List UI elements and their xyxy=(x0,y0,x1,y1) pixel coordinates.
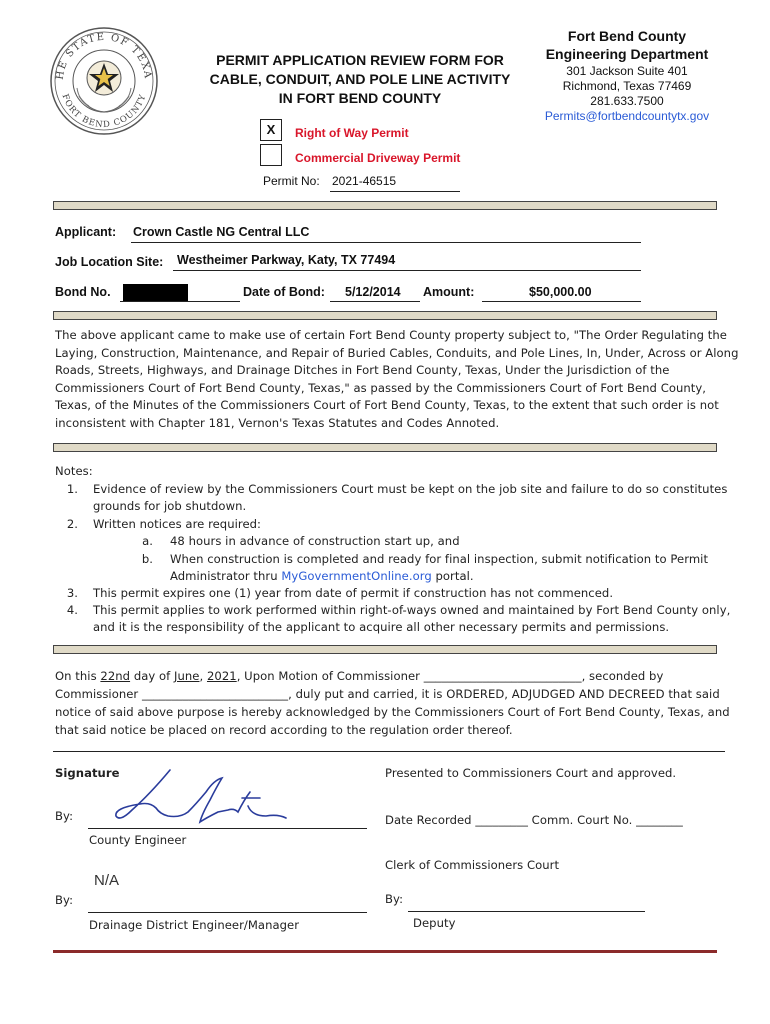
job-location-underline xyxy=(173,270,641,271)
order-line-4: that said notice be placed on record according to the regulation order thereof. xyxy=(55,723,513,737)
commercial-driveway-label: Commercial Driveway Permit xyxy=(295,151,461,165)
note-2a-letter: a. xyxy=(142,534,153,548)
applicant-value: Crown Castle NG Central LLC xyxy=(133,225,310,239)
regulation-paragraph xyxy=(55,327,738,432)
applicant-label: Applicant: xyxy=(55,225,117,239)
drainage-signature-line xyxy=(88,912,367,913)
deputy-label: Deputy xyxy=(413,916,456,930)
address-line-2: Richmond, Texas 77469 xyxy=(562,79,692,93)
paragraph-line: Commissioners Court of Fort Bend County, Texas," as passed by the Commissioners Court of Fort Bend County, xyxy=(55,380,707,395)
order-text: , xyxy=(199,669,207,683)
note-2b-line-1: When construction is completed and ready for final inspection, submit notification to Permit xyxy=(170,552,709,566)
bond-no-underline xyxy=(120,301,240,302)
paragraph-line: Roads, Streets, Highways, and Drainage Ditches in Fort Bend County, Texas, Under the Jurisdiction of the xyxy=(55,363,670,377)
applicant-underline xyxy=(131,242,641,243)
order-day: 22nd xyxy=(100,669,131,683)
right-of-way-label: Right of Way Permit xyxy=(295,126,409,140)
department-address-block xyxy=(532,27,722,124)
date-recorded-text: Date Recorded _________ Comm. Court No. ________ xyxy=(385,813,683,827)
notes-heading: Notes: xyxy=(55,464,93,478)
note-1-line-1: Evidence of review by the Commissioners Court must be kept on the job site and failure to do so constitutes xyxy=(93,482,728,496)
signature-section-rule xyxy=(53,751,725,752)
order-month: June xyxy=(174,669,200,683)
na-text: N/A xyxy=(94,872,120,889)
deputy-signature-line xyxy=(408,911,645,912)
email-link[interactable]: Permits@fortbendcountytx.gov xyxy=(544,109,710,123)
presented-text: Presented to Commissioners Court and approved. xyxy=(385,766,677,780)
org-department: Engineering Department xyxy=(545,46,709,62)
section-divider-3 xyxy=(53,443,717,452)
footer-bar xyxy=(53,950,717,953)
by-label-2: By: xyxy=(55,893,74,907)
job-location-label: Job Location Site: xyxy=(55,255,164,269)
signature-heading: Signature xyxy=(55,766,120,780)
clerk-text: Clerk of Commissioners Court xyxy=(385,858,560,872)
amount-underline xyxy=(482,301,641,302)
note-2b-suffix: portal. xyxy=(431,569,474,583)
paragraph-line: Texas, of the Minutes of the Commissioners Court of Fort Bend County, Texas, to the extent that such order is not xyxy=(55,398,719,412)
paragraph-line: Laying, Construction, Maintenance, and Repair of Buried Cables, Conduits, and Pole Lines, In, Under, Across or Along xyxy=(55,345,739,360)
note-2b-letter: b. xyxy=(141,552,153,566)
title-line-2: CABLE, CONDUIT, AND POLE LINE ACTIVITY xyxy=(209,71,511,87)
by-label-1: By: xyxy=(55,809,74,823)
phone: 281.633.7500 xyxy=(590,94,664,108)
note-2-line-1: Written notices are required: xyxy=(93,517,261,531)
commercial-driveway-checkbox[interactable] xyxy=(260,144,282,166)
permit-no-underline xyxy=(330,191,460,192)
order-line-1 xyxy=(55,667,730,685)
date-of-bond-value: 5/12/2014 xyxy=(345,285,401,299)
note-2b-prefix: Administrator thru xyxy=(170,569,282,583)
seal-text-bottom: FORT BEND COUNTY xyxy=(59,92,149,131)
address-line-1: 301 Jackson Suite 401 xyxy=(566,64,688,78)
order-text: day of xyxy=(130,669,175,683)
by-label-3: By: xyxy=(385,892,404,906)
amount-value: $50,000.00 xyxy=(529,285,592,299)
bond-no-redaction xyxy=(123,284,188,301)
order-paragraph xyxy=(55,667,730,739)
drainage-label: Drainage District Engineer/Manager xyxy=(89,918,300,932)
paragraph-line: The above applicant came to make use of certain Fort Bend County property subject to, "The Order Regulating the xyxy=(55,328,727,342)
county-seal xyxy=(49,26,159,136)
right-of-way-checkbox[interactable]: X xyxy=(260,119,282,141)
title-line-3: IN FORT BEND COUNTY xyxy=(278,90,442,106)
order-text: On this xyxy=(55,669,101,683)
date-of-bond-underline xyxy=(330,301,420,302)
form-title xyxy=(180,51,540,108)
order-line-3: notice of said above purpose is hereby acknowledged by the Commissioners Court of Fort Bend County, Texas, and xyxy=(55,705,730,719)
amount-label: Amount: xyxy=(423,285,475,299)
order-year: 2021 xyxy=(206,669,237,683)
note-3-number: 3. xyxy=(66,586,78,600)
job-location-value: Westheimer Parkway, Katy, TX 77494 xyxy=(177,253,396,267)
seal-text-top: HE STATE OF TEXA xyxy=(54,31,154,81)
permit-no-value: 2021-46515 xyxy=(332,174,397,188)
note-3-text: This permit expires one (1) year from date of permit if construction has not commenced. xyxy=(93,586,614,600)
section-divider-1 xyxy=(53,201,717,210)
org-name: Fort Bend County xyxy=(567,28,687,44)
section-divider-4 xyxy=(53,645,717,654)
note-4-line-2: and it is the responsibility of the applicant to acquire all other necessary permits and permissions. xyxy=(93,620,670,634)
note-1-number: 1. xyxy=(66,482,78,496)
permit-no-label: Permit No: xyxy=(263,174,320,188)
note-4-line-1: This permit applies to work performed within right-of-ways owned and maintained by Fort Bend County only, xyxy=(93,603,731,617)
note-2b-line-2 xyxy=(170,569,474,583)
note-4-number: 4. xyxy=(66,603,78,617)
handwritten-signature xyxy=(110,764,295,836)
county-engineer-signature-line xyxy=(88,828,367,829)
note-2-number: 2. xyxy=(66,517,78,531)
paragraph-line: inconsistent with Chapter 181, Vernon's Texas Statutes and Codes Annoted. xyxy=(55,415,500,430)
mygovernmentonline-link[interactable]: MyGovernmentOnline.org xyxy=(281,569,432,583)
section-divider-2 xyxy=(53,311,717,320)
bond-no-label: Bond No. xyxy=(55,285,111,299)
title-line-1: PERMIT APPLICATION REVIEW FORM FOR xyxy=(216,52,504,68)
county-engineer-label: County Engineer xyxy=(89,833,187,847)
note-1-line-2: grounds for job shutdown. xyxy=(93,499,247,513)
order-line-2: Commissioner _________________________, duly put and carried, it is ORDERED, ADJUDGED AND DECREED that said xyxy=(55,687,720,701)
note-2a-text: 48 hours in advance of construction start up, and xyxy=(170,534,460,548)
order-text: , Upon Motion of Commissioner ___________________________, seconded by xyxy=(236,669,664,683)
date-of-bond-label: Date of Bond: xyxy=(243,285,325,299)
